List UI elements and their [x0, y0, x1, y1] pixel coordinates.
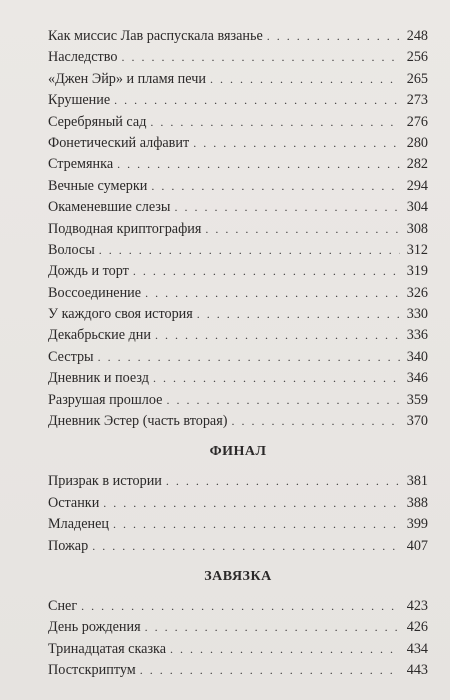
- toc-dot-leader: [231, 411, 400, 432]
- toc-entry-title: Останки: [48, 494, 100, 511]
- toc-zavyazka-list: [48, 596, 428, 682]
- toc-dot-leader: [99, 240, 400, 261]
- toc-entry-page-number: 359: [406, 391, 428, 408]
- toc-entry-page-number: 336: [406, 327, 428, 344]
- toc-dot-leader: [117, 154, 400, 175]
- toc-entry-page-number: 280: [406, 134, 428, 151]
- toc-dot-leader: [166, 471, 400, 492]
- toc-entry-page-number: 276: [406, 113, 428, 130]
- table-of-contents: [48, 26, 428, 682]
- toc-entry: [48, 471, 428, 492]
- toc-entry: [48, 154, 428, 175]
- toc-entry: [48, 261, 428, 282]
- toc-entry-page-number: 248: [406, 28, 428, 44]
- toc-entry-page-number: 340: [406, 348, 428, 365]
- section-heading-zavyazka: ЗАВЯЗКА: [204, 568, 272, 584]
- toc-entry: [48, 493, 428, 514]
- toc-dot-leader: [98, 347, 400, 368]
- toc-dot-leader: [166, 390, 400, 411]
- toc-entry-page-number: 294: [406, 177, 428, 194]
- toc-dot-leader: [174, 197, 400, 218]
- toc-entry-title: Серебряный сад: [48, 113, 147, 130]
- toc-dot-leader: [205, 219, 400, 240]
- toc-entry: [48, 283, 428, 304]
- toc-entry-title: Младенец: [48, 516, 109, 533]
- toc-entry-page-number: 346: [406, 370, 428, 387]
- toc-entry-title: Наследство: [48, 49, 118, 66]
- toc-entry: [48, 26, 428, 47]
- toc-entry-page-number: 443: [406, 662, 428, 679]
- toc-entry-page-number: 423: [406, 597, 428, 614]
- toc-entry-title: Пожар: [48, 537, 89, 554]
- toc-dot-leader: [114, 90, 400, 111]
- toc-entry-title: Стремянка: [48, 156, 114, 173]
- toc-entry-title: Окаменевшие слезы: [48, 199, 171, 216]
- toc-entry-page-number: 326: [406, 284, 428, 301]
- toc-dot-leader: [151, 176, 400, 197]
- toc-dot-leader: [81, 596, 400, 617]
- toc-entry-title: Сестры: [48, 348, 94, 365]
- toc-entry-page-number: 399: [406, 516, 428, 533]
- toc-dot-leader: [145, 617, 400, 638]
- toc-entry-page-number: 282: [406, 156, 428, 173]
- toc-dot-leader: [140, 660, 400, 681]
- toc-entry: [48, 133, 428, 154]
- toc-dot-leader: [197, 304, 400, 325]
- toc-entry-title: Дневник и поезд: [48, 370, 149, 387]
- section-heading-final: ФИНАЛ: [209, 444, 267, 460]
- toc-entry-page-number: 426: [406, 619, 428, 636]
- toc-dot-leader: [210, 69, 400, 90]
- toc-entry: [48, 596, 428, 617]
- toc-entry: [48, 368, 428, 389]
- toc-entry: [48, 69, 428, 90]
- toc-entry-title: Дождь и торт: [48, 263, 129, 280]
- toc-dot-leader: [92, 536, 400, 557]
- toc-entry-page-number: 434: [406, 640, 428, 657]
- toc-entry-page-number: 381: [406, 473, 428, 490]
- toc-dot-leader: [103, 493, 400, 514]
- toc-entry-title: Подводная криптография: [48, 220, 202, 237]
- toc-entry-title: Как миссис Лав распускала вязанье: [48, 28, 263, 44]
- toc-entry: [48, 304, 428, 325]
- toc-entry-title: Постскриптум: [48, 662, 136, 679]
- toc-final-list: [48, 471, 428, 557]
- toc-entry: [48, 617, 428, 638]
- toc-dot-leader: [170, 639, 400, 660]
- toc-dot-leader: [150, 112, 400, 133]
- toc-entry-page-number: 312: [406, 241, 428, 258]
- toc-entry-title: Вечные сумерки: [48, 177, 148, 194]
- toc-dot-leader: [133, 261, 400, 282]
- toc-part1-list: [48, 26, 428, 432]
- toc-entry-title: Воссоединение: [48, 284, 142, 301]
- toc-entry: [48, 112, 428, 133]
- toc-entry: [48, 390, 428, 411]
- toc-entry-page-number: 265: [406, 70, 428, 87]
- toc-entry: [48, 347, 428, 368]
- toc-entry-title: Разрушая прошлое: [48, 391, 163, 408]
- toc-dot-leader: [145, 283, 400, 304]
- toc-dot-leader: [113, 514, 400, 535]
- toc-entry-page-number: 388: [406, 494, 428, 511]
- toc-dot-leader: [193, 133, 400, 154]
- toc-entry-page-number: 330: [406, 306, 428, 323]
- toc-entry: [48, 325, 428, 346]
- toc-entry-title: Дневник Эстер (часть вторая): [48, 413, 228, 430]
- toc-entry: [48, 197, 428, 218]
- toc-entry: [48, 514, 428, 535]
- toc-entry-title: У каждого своя история: [48, 306, 193, 323]
- toc-dot-leader: [153, 368, 400, 389]
- toc-entry: [48, 660, 428, 681]
- toc-entry: [48, 47, 428, 68]
- toc-entry: [48, 219, 428, 240]
- toc-entry-title: «Джен Эйр» и пламя печи: [48, 70, 206, 87]
- toc-entry: [48, 639, 428, 660]
- toc-entry-page-number: 319: [406, 263, 428, 280]
- toc-dot-leader: [155, 325, 400, 346]
- toc-entry-page-number: 308: [406, 220, 428, 237]
- toc-entry-title: Волосы: [48, 241, 95, 258]
- toc-entry: [48, 536, 428, 557]
- toc-entry-page-number: 407: [406, 537, 428, 554]
- toc-entry-page-number: 304: [406, 199, 428, 216]
- toc-entry-page-number: 273: [406, 92, 428, 109]
- toc-entry-title: Призрак в истории: [48, 473, 162, 490]
- toc-entry-page-number: 370: [406, 413, 428, 430]
- toc-entry: [48, 90, 428, 111]
- toc-dot-leader: [267, 26, 400, 47]
- toc-dot-leader: [121, 47, 400, 68]
- toc-entry-title: Декабрьские дни: [48, 327, 151, 344]
- toc-entry: [48, 176, 428, 197]
- toc-entry: [48, 240, 428, 261]
- toc-entry: [48, 411, 428, 432]
- toc-entry-title: Тринадцатая сказка: [48, 640, 167, 657]
- toc-entry-title: Крушение: [48, 92, 111, 109]
- toc-entry-page-number: 256: [406, 49, 428, 66]
- toc-entry-title: День рождения: [48, 619, 141, 636]
- toc-entry-title: Снег: [48, 597, 78, 614]
- toc-entry-title: Фонетический алфавит: [48, 134, 190, 151]
